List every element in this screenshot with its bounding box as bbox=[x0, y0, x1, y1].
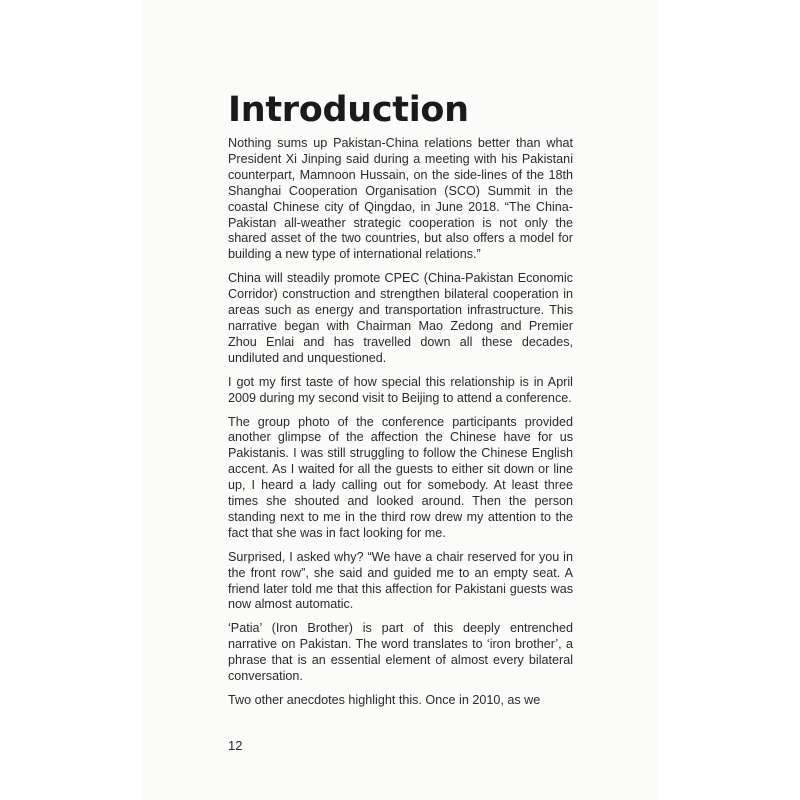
paragraph: I got my first taste of how special this relationship is in April 2009 during my second visit to Beijing to attend a conference. bbox=[228, 374, 573, 405]
paragraph: ‘Patia’ (Iron Brother) is part of this deeply entrenched narrative on Pakistan. The word translates to ‘iron brother’, a phrase that is an essential element of almost every bilateral conversation. bbox=[228, 621, 573, 684]
chapter-heading: Introduction bbox=[228, 90, 469, 130]
paragraph: Two other anecdotes highlight this. Once in 2010, as we bbox=[228, 693, 541, 707]
page-number: 12 bbox=[228, 738, 243, 753]
book-page bbox=[142, 0, 658, 800]
paragraph: The group photo of the conference participants provided another glimpse of the affection the Chinese have for us Pakistanis. I was still struggling to follow the Chinese English accent. As I waited for all the guests to either sit down or line up, I heard a lady calling out for somebody. At least three times she shouted and looked around. Then the person standing next to me in the third row drew my attention to the fact that she was in fact looking for me. bbox=[228, 414, 573, 540]
paragraph: China will steadily promote CPEC (China-Pakistan Economic Corridor) construction and strengthen bilateral cooperation in areas such as energy and transportation infrastructure. This narrative began with Chairman Mao Zedong and Premier Zhou Enlai and has travelled down all these decades, undiluted and unquestioned. bbox=[228, 271, 573, 365]
paragraph: Nothing sums up Pakistan-China relations better than what President Xi Jinping said during a meeting with his Pakistani counterpart, Mamnoon Hussain, on the side-lines of the 18th Shanghai Cooperation Organisation (SCO) Summit in the coastal Chinese city of Qingdao, in June 2018. “The China-Pakistan all-weather strategic cooperation is not only the shared asset of the two countries, but also offers a model for building a new type of international relations.” bbox=[228, 136, 573, 262]
paragraph: Surprised, I asked why? “We have a chair reserved for you in the front row”, she said and guided me to an empty seat. A friend later told me that this affection for Pakistani guests was now almost automatic. bbox=[228, 549, 573, 612]
body-text bbox=[228, 136, 573, 717]
